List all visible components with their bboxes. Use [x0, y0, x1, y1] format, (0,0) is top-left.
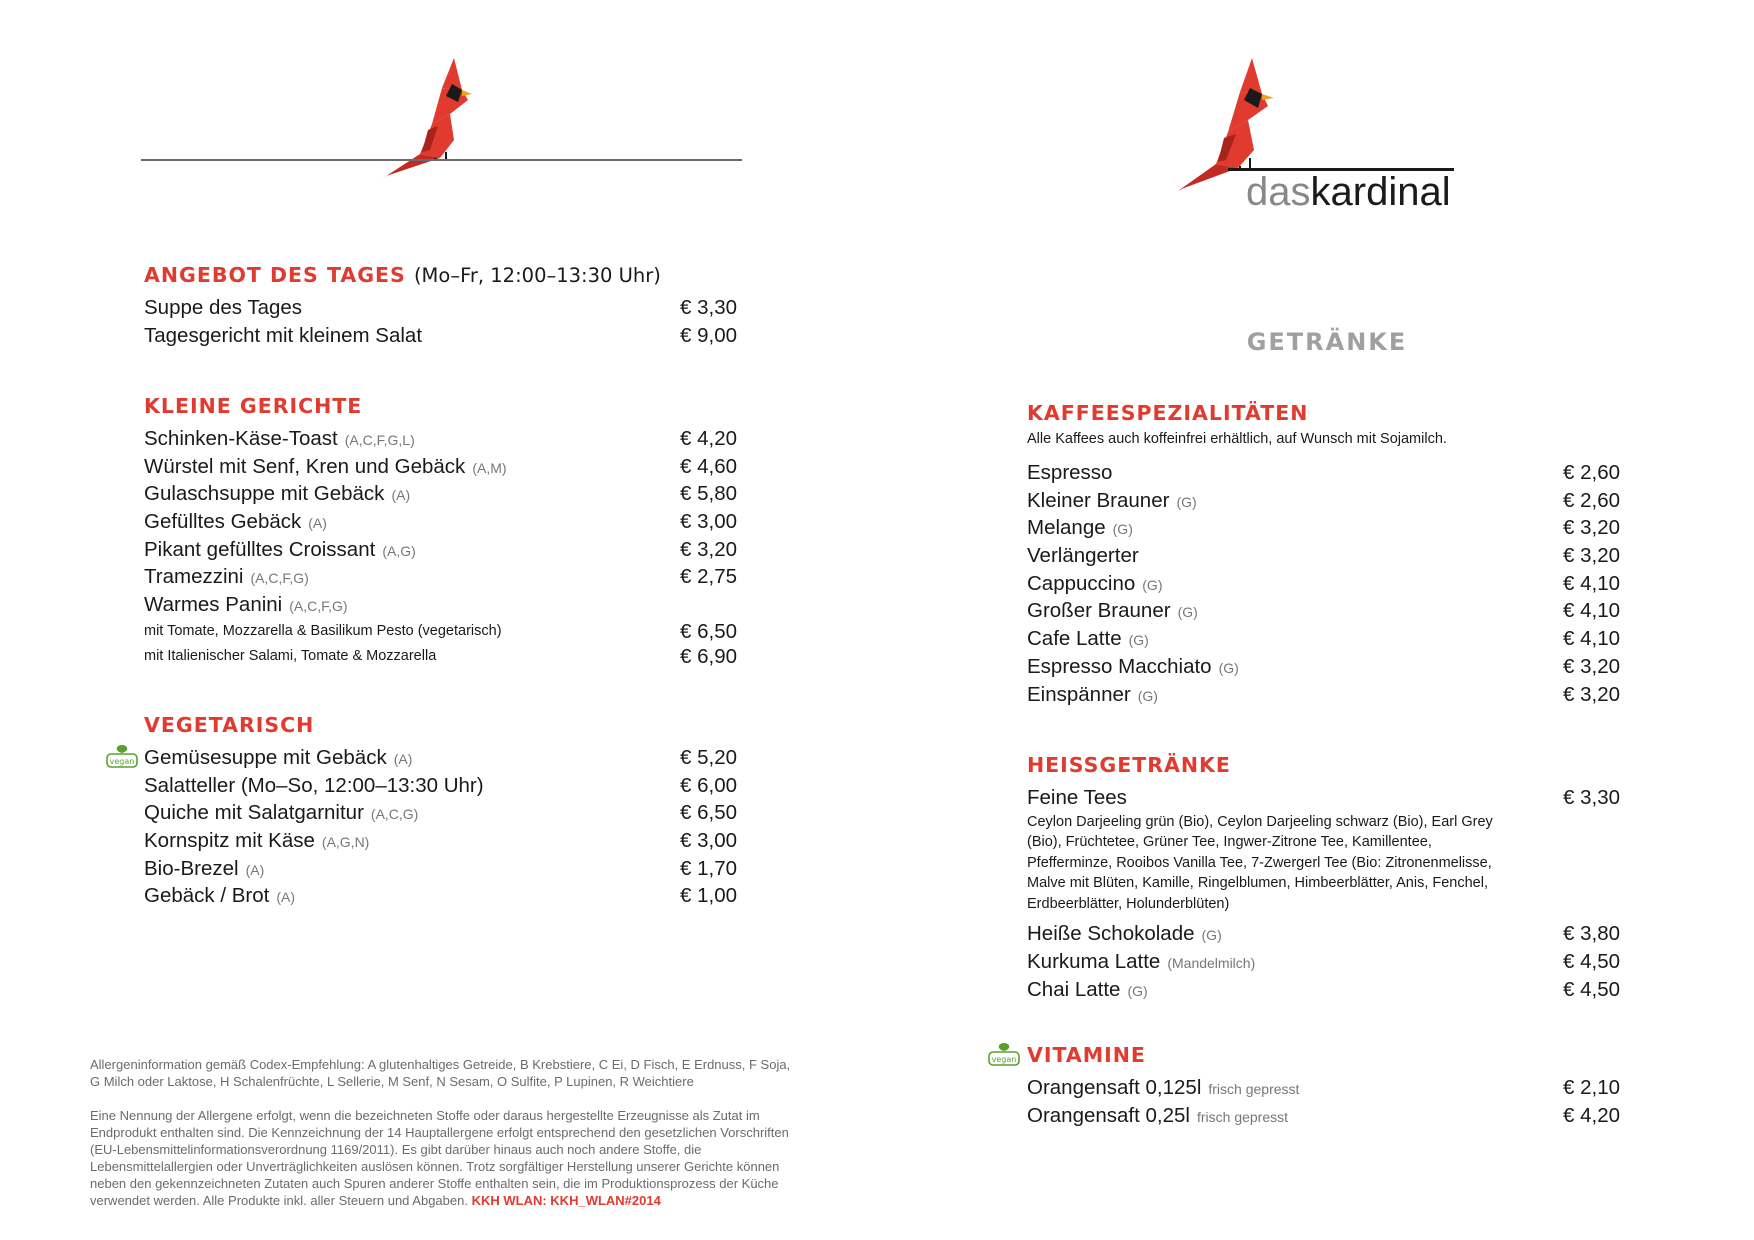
menu-item: [1027, 597, 1627, 625]
price: € 4,50: [1563, 949, 1620, 973]
price: € 3,00: [680, 829, 737, 853]
section-kaffee: [1027, 400, 1627, 708]
allergen-codes: (A): [276, 889, 296, 906]
allergen-legal-text: Eine Nennung der Allergene erfolgt, wenn die bezeichneten Stoffe oder daraus hergestellte Erzeugnisse als Zutat im Endprodukt enthalten sind. Die Kennzeichnung der 14 Hauptallergene erfolgt entsprechend den gesetzlichen Vorschriften (EU-Lebensmittelinformationsverordnung 1169/2011). Es gibt darüber hinaus auch noch andere Stoffe, die Lebensmittelallergien oder Unverträglichkeiten auslösen können. Trotz sorgfältiger Herstellung unserer Gerichte können neben den gekennzeichneten Zutaten auch Spuren anderer Stoffe enthalten sein, die im Produktionsprozess der Küche verwendet werden. Alle Produkte inkl. aller Steuern und Abgaben. KKH WLAN: KKH_WLAN#2014: [90, 1108, 789, 1208]
allergen-codes: (A,C,F,G): [250, 570, 309, 587]
price: € 3,00: [680, 510, 737, 534]
price: € 5,20: [680, 746, 737, 769]
menu-item: [1027, 570, 1627, 598]
price: € 3,20: [1563, 516, 1620, 540]
menu-item: [144, 827, 744, 855]
brand-name: daskardinal: [1246, 170, 1451, 214]
allergen-codes: (G): [1137, 687, 1158, 704]
allergen-codes: (A): [391, 487, 411, 504]
price: € 3,30: [680, 296, 737, 319]
menu-item: [1027, 1102, 1627, 1130]
price: € 3,30: [1563, 786, 1620, 809]
menu-item: [1027, 681, 1627, 709]
svg-text:vegan: vegan: [991, 1055, 1017, 1064]
menu-item: [144, 799, 744, 827]
menu-item: [144, 508, 744, 536]
item-name: Orangensaft 0,25l frisch gepresst: [1027, 1103, 1289, 1127]
item-name: Schinken-Käse-Toast (A,C,F,G,L): [144, 427, 415, 450]
vegan-badge-icon: [106, 743, 138, 769]
allergen-codes: (A,M): [472, 459, 507, 476]
section-title: KLEINE GERICHTE: [144, 394, 363, 418]
item-name: Kornspitz mit Käse (A,G,N): [144, 829, 370, 853]
subitem-text: mit Italienischer Salami, Tomate & Mozzarella: [144, 647, 437, 664]
item-name: Gefülltes Gebäck (A): [144, 510, 327, 534]
price: € 3,20: [680, 537, 737, 561]
subitem-text: mit Tomate, Mozzarella & Basilikum Pesto (vegetarisch): [144, 622, 502, 639]
getraenke-heading: GETRÄNKE: [1246, 328, 1408, 356]
item-name: Gemüsesuppe mit Gebäck (A): [144, 746, 413, 769]
menu-item: [144, 294, 744, 322]
item-name: Warmes Panini (A,C,F,G): [144, 593, 348, 617]
menu-item: [1027, 487, 1627, 515]
price: € 6,50: [680, 619, 737, 643]
item-name: Pikant gefülltes Croissant (A,G): [144, 537, 416, 561]
allergen-codes: (A,G,N): [321, 834, 370, 851]
menu-item: [1027, 653, 1627, 681]
menu-item: [144, 536, 744, 564]
section-title: HEISSGETRÄNKE: [1027, 753, 1231, 777]
allergen-codes: (A,C,G): [370, 806, 419, 823]
cardinal-bird-icon: [380, 54, 490, 180]
allergen-codes: (A): [393, 751, 413, 767]
item-name: Heiße Schokolade (G): [1027, 922, 1222, 946]
menu-item: [144, 425, 744, 453]
menu-item: Feine Tees € 3,30: [1027, 784, 1627, 812]
menu-item: [1027, 542, 1627, 570]
item-name: Chai Latte (G): [1027, 977, 1148, 1001]
allergen-codes: (G): [1218, 659, 1239, 676]
item-name: Quiche mit Salatgarnitur (A,C,G): [144, 801, 419, 825]
menu-item: [144, 882, 744, 910]
price: € 2,60: [1563, 461, 1620, 484]
allergen-codes: (G): [1201, 927, 1222, 944]
price: € 2,60: [1563, 488, 1620, 512]
item-name: Suppe des Tages: [144, 296, 303, 319]
price: € 3,20: [1563, 654, 1620, 678]
section-vitamine: [1027, 1042, 1627, 1129]
price: € 6,00: [680, 773, 737, 797]
price: € 3,80: [1563, 922, 1620, 946]
item-name: Würstel mit Senf, Kren und Gebäck (A,M): [144, 454, 507, 478]
item-name: Salatteller (Mo–So, 12:00–13:30 Uhr): [144, 773, 484, 797]
item-name: Orangensaft 0,125l frisch gepresst: [1027, 1076, 1300, 1099]
tea-description: Ceylon Darjeeling grün (Bio), Ceylon Darjeeling schwarz (Bio), Earl Grey (Bio), Früchtetee, Grüner Tee, Ingwer-Zitrone Tee, Kamillentee, Pfefferminze, Rooibos Vanilla Tee, 7-Zwergerl Tee (Bio: Zitronenmelisse, Malve mit Blüten, Kamille, Ringelblumen, Himbeerblätter, Anis, Fenchel, Erdbeerblätter, Holunderblüten): [1027, 813, 1493, 912]
menu-item: [1027, 1074, 1627, 1102]
menu-subitem: [144, 619, 744, 644]
price: € 2,10: [1563, 1076, 1620, 1099]
price: € 4,10: [1563, 599, 1620, 623]
allergen-codes: (G): [1127, 982, 1148, 999]
allergen-codes: (G): [1128, 632, 1149, 649]
price: € 6,50: [680, 801, 737, 825]
item-name: Tramezzini (A,C,F,G): [144, 565, 309, 589]
menu-item: [144, 563, 744, 591]
item-name: Kurkuma Latte (Mandelmilch): [1027, 949, 1256, 973]
item-name: Gulaschsuppe mit Gebäck (A): [144, 482, 411, 506]
item-name: Cappuccino (G): [1027, 571, 1163, 595]
item-name: Espresso: [1027, 461, 1113, 484]
price: € 4,20: [1563, 1103, 1620, 1127]
allergen-info-text: Allergeninformation gemäß Codex-Empfehlung: A glutenhaltiges Getreide, B Krebstiere, C Ei, D Fisch, E Erdnuss, F Soja, G Milch oder Laktose, H Schalenfrüchte, L Sellerie, M Senf, N Sesam, O Sulfite, P Lupinen, R Weichtiere: [90, 1057, 791, 1089]
section-note: (Mo–Fr, 12:00–13:30 Uhr): [413, 264, 661, 287]
item-name: Cafe Latte (G): [1027, 627, 1149, 651]
menu-item: [144, 591, 744, 619]
section-heiss: [1027, 752, 1627, 1003]
price: € 6,90: [680, 644, 737, 668]
price: € 1,00: [680, 884, 737, 908]
allergen-codes: (G): [1177, 604, 1198, 621]
allergen-codes: frisch gepresst: [1208, 1081, 1300, 1097]
wlan-info: KKH WLAN: KKH_WLAN#2014: [471, 1193, 661, 1208]
menu-item: [144, 322, 744, 350]
price: € 4,50: [1563, 977, 1620, 1001]
menu-item: [144, 855, 744, 883]
allergen-codes: (G): [1176, 493, 1197, 510]
section-title: ANGEBOT DES TAGES (Mo–Fr, 12:00–13:30 Uhr): [144, 263, 661, 287]
menu-item: [1027, 948, 1627, 976]
menu-subitem: [144, 644, 744, 669]
item-name: Verlängerter: [1027, 544, 1139, 568]
divider-line: [141, 159, 742, 161]
svg-text:vegan: vegan: [109, 757, 135, 766]
menu-item: [144, 480, 744, 508]
menu-item: [144, 744, 744, 772]
menu-item: [1027, 625, 1627, 653]
price: € 4,10: [1563, 627, 1620, 651]
menu-item: [144, 453, 744, 481]
allergen-codes: (G): [1112, 521, 1133, 538]
section-title: VITAMINE: [1027, 1043, 1146, 1067]
item-name: Espresso Macchiato (G): [1027, 654, 1239, 678]
price: € 9,00: [680, 323, 737, 347]
menu-item: [1027, 514, 1627, 542]
section-angebot: [144, 262, 744, 349]
allergen-codes: frisch gepresst: [1196, 1108, 1289, 1125]
allergen-codes: (A): [245, 861, 265, 878]
item-name: Bio-Brezel (A): [144, 856, 265, 880]
allergen-codes: (A,C,F,G,L): [344, 432, 415, 448]
section-vegetarisch: [144, 712, 744, 910]
section-title: VEGETARISCH: [144, 713, 315, 737]
price: € 4,10: [1563, 571, 1620, 595]
item-name: Einspänner (G): [1027, 682, 1158, 706]
item-name: Großer Brauner (G): [1027, 599, 1198, 623]
allergen-footer: [90, 1056, 793, 1209]
menu-item: [1027, 459, 1627, 487]
item-name: Tagesgericht mit kleinem Salat: [144, 323, 423, 347]
menu-item: [1027, 920, 1627, 948]
vegan-badge-icon: [988, 1041, 1020, 1067]
price: € 3,20: [1563, 682, 1620, 706]
section-note: Alle Kaffees auch koffeinfrei erhältlich, auf Wunsch mit Sojamilch.: [1027, 431, 1447, 447]
allergen-codes: (A): [308, 515, 327, 532]
item-name: Kleiner Brauner (G): [1027, 488, 1197, 512]
price: € 4,60: [680, 454, 737, 478]
allergen-codes: (A,C,F,G): [289, 598, 348, 615]
price: € 3,20: [1563, 544, 1620, 568]
allergen-codes: (Mandelmilch): [1167, 954, 1256, 971]
section-title: KAFFEESPEZIALITÄTEN: [1027, 401, 1309, 425]
allergen-codes: (A,G): [382, 542, 416, 559]
menu-item: [1027, 976, 1627, 1004]
menu-item: [144, 772, 744, 800]
item-name: Melange (G): [1027, 516, 1133, 540]
section-kleine-gerichte: [144, 393, 744, 669]
price: € 2,75: [680, 565, 737, 589]
price: € 1,70: [680, 856, 737, 880]
allergen-codes: (G): [1142, 576, 1163, 593]
item-name: Gebäck / Brot (A): [144, 884, 296, 908]
price: € 5,80: [680, 482, 737, 506]
price: € 4,20: [680, 427, 737, 450]
